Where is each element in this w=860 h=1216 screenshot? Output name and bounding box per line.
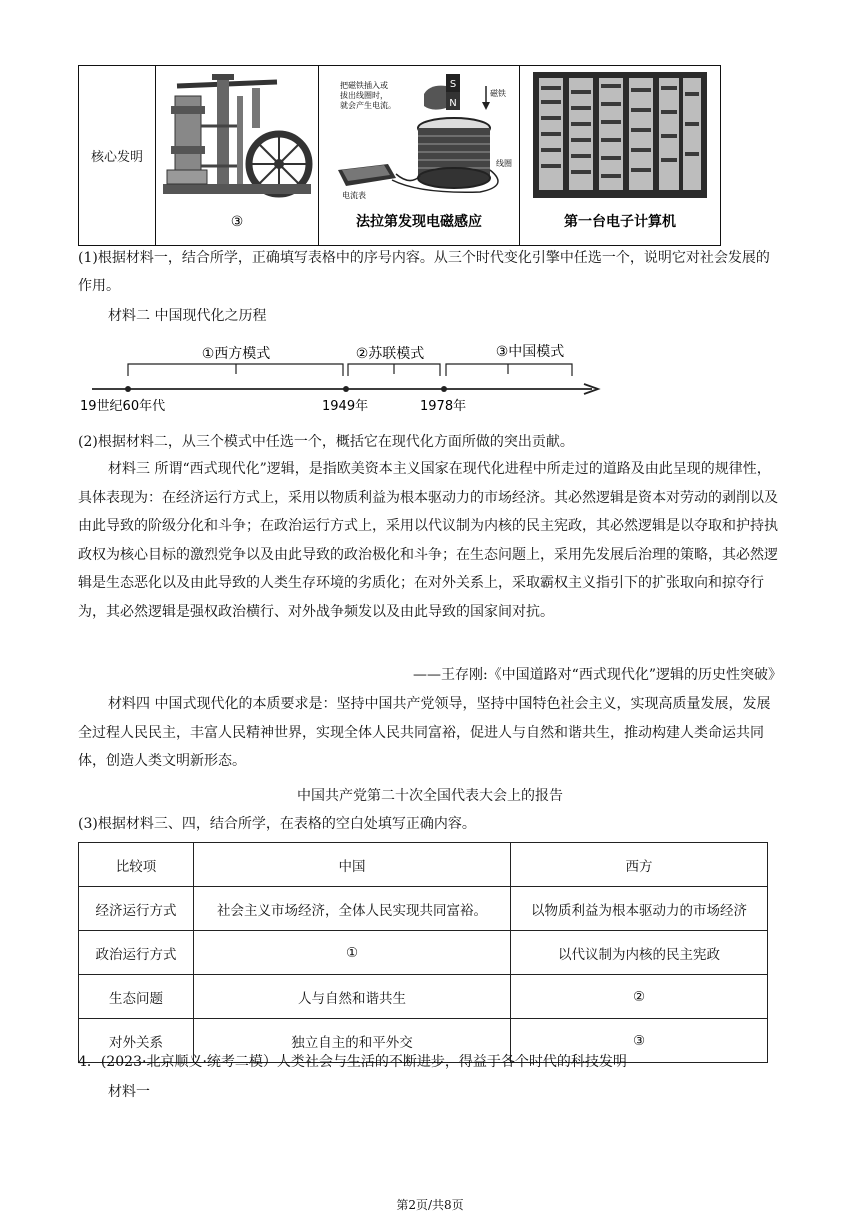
tick-1949: 1949年 <box>322 399 369 414</box>
faraday-note-line2: 拔出线圈时， <box>340 91 388 100</box>
magnet-n-label: N <box>449 98 457 109</box>
material-4-source: 中国共产党第二十次全国代表大会上的报告 <box>297 788 563 804</box>
faraday-caption: 法拉第发现电磁感应 <box>356 214 482 230</box>
cell-west: ② <box>511 975 768 1019</box>
cell-west: 以代议制为内核的民主宪政 <box>511 931 768 975</box>
invention-cell-computer <box>520 66 721 246</box>
question-3: (3)根据材料三、四，结合所学，在表格的空白处填写正确内容。 <box>78 816 476 832</box>
cell-china: 社会主义市场经济，全体人民实现共同富裕。 <box>194 887 511 931</box>
question-4: 4．(2023·北京顺义·统考二模）人类社会与生活的不断进步，得益于各个时代的科技发明 <box>78 1054 627 1070</box>
segment-western-model: ①西方模式 <box>201 346 271 362</box>
electromagnetic-induction-image <box>320 66 518 241</box>
material-3: 材料三 所谓“西式现代化”逻辑，是指欧美资本主义国家在现代化进程中所走过的道路及由此呈现的规律性，具体表现为：在经济运行方式上，采用以物质利益为根本驱动力的市场经济。其必然逻辑是资本对劳动的剥削以及由此导致的阶级分化和斗争；在政治运行方式上，采用以代议制为内核的民主宪政，其必然逻辑是以夺取和护持执政权为核心目标的激烈党争以及由此导致的政治极化和斗争；在生态问题上，采用先发展后治理的策略，其必然逻辑是生态恶化以及由此导致的人类生存环境的劣质化；在对外关系上，采取霸权主义指引下的扩张取向和掠夺行为，其必然逻辑是强权政治横行、对外战争频发以及由此导致的国家间对抗。 <box>78 461 778 620</box>
cell-china: ① <box>194 931 511 975</box>
material-1-label: 材料一 <box>108 1084 150 1100</box>
header-china: 中国 <box>194 843 511 887</box>
row-label: 对外关系 <box>79 1019 194 1063</box>
invention-cell-steam-engine <box>156 66 319 246</box>
table-row <box>79 931 768 975</box>
invention-cell-faraday <box>319 66 520 246</box>
header-west: 西方 <box>511 843 768 887</box>
row-label-core-invention: 核心发明 <box>79 66 156 246</box>
question-1: (1)根据材料一，结合所学，正确填写表格中的序号内容。从三个时代变化引擎中任选一个，说明它对社会发展的作用。 <box>78 250 770 294</box>
coil-label: 线圈 <box>496 159 512 168</box>
page-number: 第2页/共8页 <box>396 1198 464 1212</box>
magnet-s-label: S <box>449 79 457 90</box>
segment-soviet-model: ②苏联模式 <box>355 346 425 362</box>
steam-engine-image <box>157 66 317 241</box>
cell-china: 独立自主的和平外交 <box>194 1019 511 1063</box>
magnet-label: 磁铁 <box>490 89 506 98</box>
material-2-title: 材料二 中国现代化之历程 <box>108 308 267 324</box>
cell-china: 人与自然和谐共生 <box>194 975 511 1019</box>
table-row <box>79 887 768 931</box>
table-row <box>79 975 768 1019</box>
steam-engine-caption: ③ <box>230 214 244 230</box>
table-header-row <box>79 843 768 887</box>
inventions-table <box>78 65 721 246</box>
row-label: 政治运行方式 <box>79 931 194 975</box>
material-3-source: ——王存刚:《中国道路对“西式现代化”逻辑的历史性突破》 <box>412 667 782 683</box>
material-4: 材料四 中国式现代化的本质要求是：坚持中国共产党领导，坚持中国特色社会主义，实现高质量发展，发展全过程人民民主，丰富人民精神世界，实现全体人民共同富裕，促进人与自然和谐共生，推动构建人类命运共同体，创造人类文明新形态。 <box>78 696 771 769</box>
ammeter-label: 电流表 <box>342 191 366 200</box>
tick-1860s: 19世纪60年代 <box>80 399 166 414</box>
cell-west: ③ <box>511 1019 768 1063</box>
comparison-table <box>78 842 768 1063</box>
cell-west: 以物质利益为根本驱动力的市场经济 <box>511 887 768 931</box>
tick-1978: 1978年 <box>420 399 467 414</box>
faraday-note-line3: 就会产生电流。 <box>340 101 396 110</box>
first-electronic-computer-image <box>521 66 719 241</box>
row-label: 生态问题 <box>79 975 194 1019</box>
modernization-timeline <box>78 334 618 416</box>
row-label: 经济运行方式 <box>79 887 194 931</box>
header-item: 比较项 <box>79 843 194 887</box>
question-2: (2)根据材料二，从三个模式中任选一个，概括它在现代化方面所做的突出贡献。 <box>78 434 574 450</box>
faraday-note-line1: 把磁铁插入或 <box>340 81 388 90</box>
segment-chinese-model: ③中国模式 <box>495 344 565 360</box>
computer-caption: 第一台电子计算机 <box>564 214 676 230</box>
